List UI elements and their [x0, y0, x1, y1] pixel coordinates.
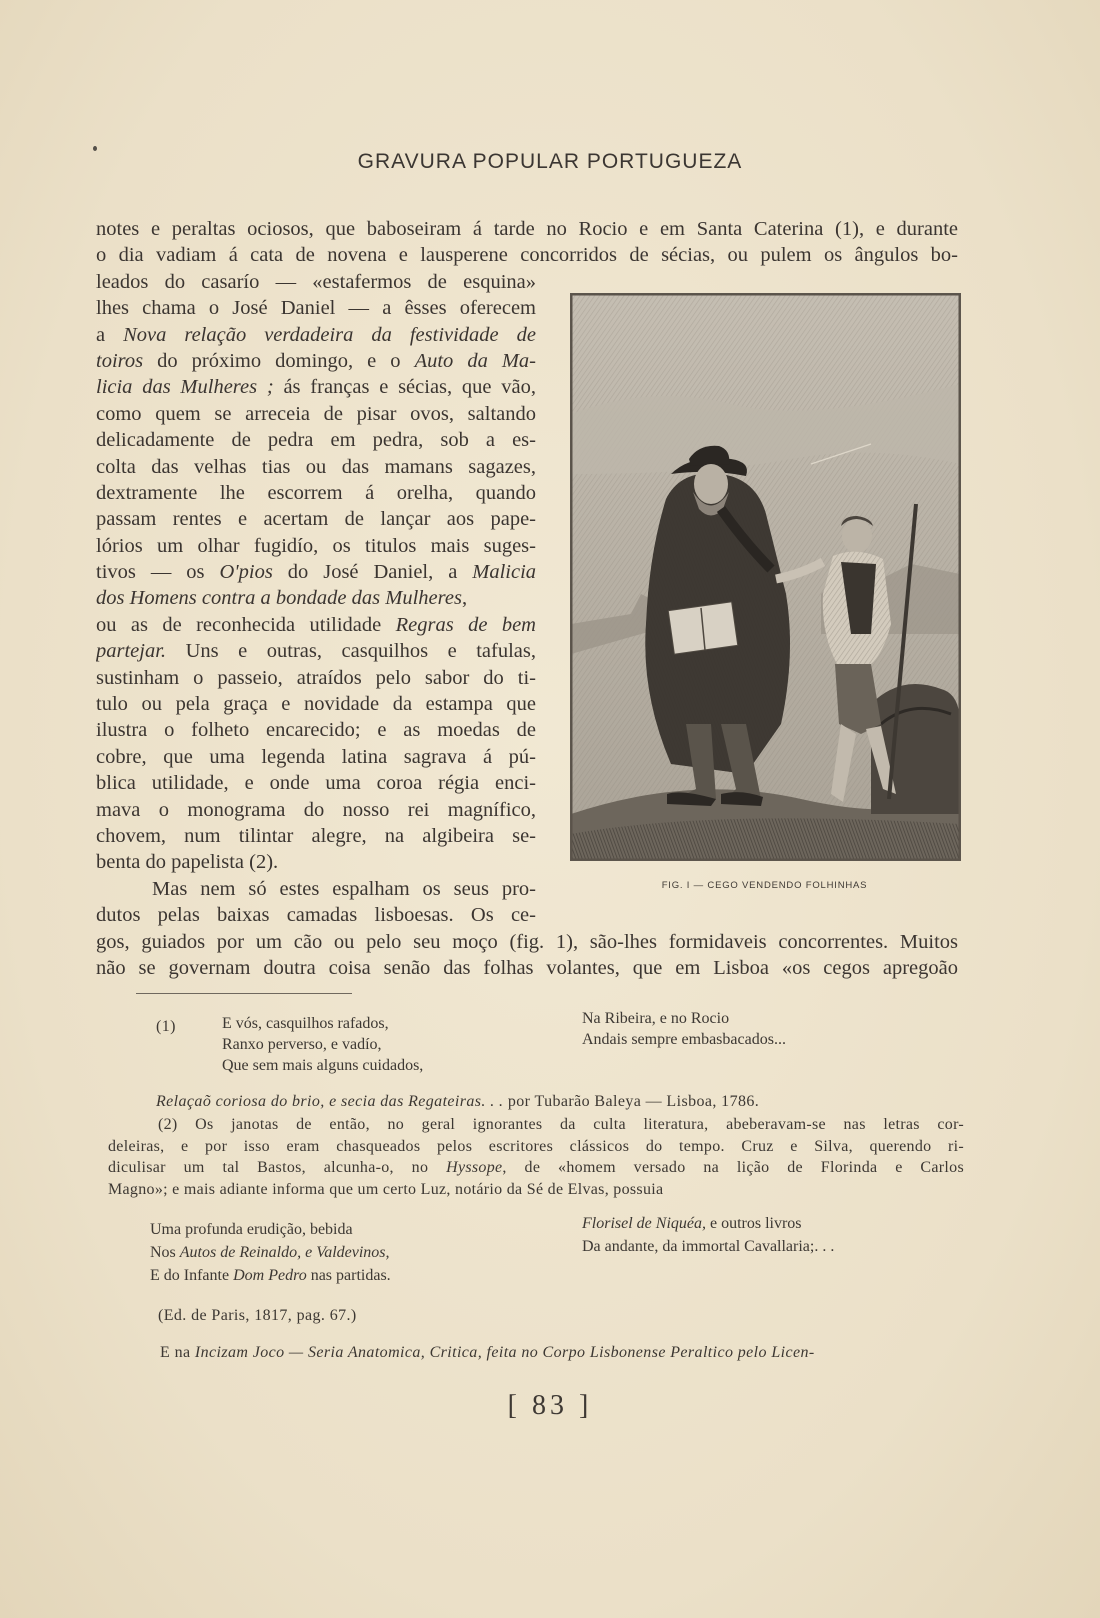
footnote-line: (2) Os janotas de então, no geral ignorantes da culta literatura, abeberavam-se nas letras cor-: [158, 1116, 964, 1133]
body-line: a Nova relação verdadeira da festividade de: [96, 323, 536, 346]
body-line: Mas nem só estes espalham os seus pro-: [152, 877, 536, 900]
body-line: licia das Mulheres ; ás franças e sécias, que vão,: [96, 376, 536, 399]
body-line: blica utilidade, e onde uma coroa régia enci-: [96, 772, 536, 795]
verse-line: Nos Autos de Reinaldo, e Valdevinos,: [150, 1244, 390, 1261]
verse-line: E do Infante Dom Pedro nas partidas.: [150, 1267, 391, 1284]
body-line: mava o monograma do nosso rei magnífico,: [96, 798, 536, 821]
footnote-2: [108, 1114, 964, 1200]
body-line: ou as de reconhecida utilidade Regras de bem: [96, 613, 536, 636]
verse-line: Florisel de Niquéa, e outros livros: [582, 1215, 802, 1232]
body-line: dos Homens contra a bondade das Mulheres,: [96, 587, 468, 610]
footnote-2-verse-right: [582, 1212, 834, 1258]
verse-line: Ranxo perverso, e vadío,: [222, 1036, 382, 1053]
body-line: tulo ou pela graça e novidade da estampa que: [96, 693, 536, 716]
body-line: tivos — os O'pios do José Daniel, a Malicia: [96, 561, 536, 584]
body-line: passam rentes e acertam de lançar aos pape-: [96, 508, 536, 531]
body-line: ilustra o folheto encarecido; e as moedas de: [96, 719, 536, 742]
running-header: GRAVURA POPULAR PORTUGUEZA: [357, 150, 743, 173]
verse-line: Andais sempre embasbacados...: [582, 1031, 786, 1048]
verse-line: Da andante, da immortal Cavallaria;. . .: [582, 1238, 835, 1255]
body-line: gos, guiados por um cão ou pelo seu moço (fig. 1), são-lhes formidaveis concorrentes. Muitos: [96, 930, 958, 953]
body-line: dutos pelas baixas camadas lisboesas. Os ce-: [96, 904, 536, 927]
body-line: cobre, que uma legenda latina sagrava á pú-: [96, 745, 536, 768]
footnote-rule: [136, 993, 352, 994]
body-line: lhes chama o José Daniel — a êsses oferecem: [96, 297, 536, 320]
body-line: dextramente lhe escorrem á orelha, quando: [96, 481, 536, 504]
body-line: não se governam doutra coisa senão das folhas volantes, que em Lisboa «os cegos apregoão: [96, 956, 958, 979]
body-line: sustinham o passeio, atraídos pelo sabor do ti-: [96, 666, 536, 689]
footnote-line: Magno»; e mais adiante informa que um certo Luz, notário da Sé de Elvas, possuia: [108, 1180, 664, 1198]
body-line: chovem, num tilintar alegre, na algibeira se-: [96, 824, 536, 847]
footnote-1-verse-right: [582, 1008, 786, 1050]
verse-line: Uma profunda erudição, bebida: [150, 1221, 353, 1238]
body-line: partejar. Uns e outras, casquilhos e tafulas,: [96, 640, 536, 663]
footnote-marker: (1): [156, 1018, 176, 1035]
verse-line: Que sem mais alguns cuidados,: [222, 1057, 424, 1074]
body-line: notes e peraltas ociosos, que baboseiram á tarde no Rocio e em Santa Caterina (1), e durante: [96, 218, 958, 240]
body-line: como quem se arreceia de pisar ovos, saltando: [96, 402, 536, 425]
verse-line: E vós, casquilhos rafados,: [222, 1015, 389, 1032]
footnote-line: diculisar um tal Bastos, alcunha-o, no Hyssope, de «homem versado na lição de Florinda e Carlos: [108, 1159, 964, 1176]
page-number: [ 83 ]: [507, 1390, 593, 1421]
body-line: colta das velhas tias ou das mamans sagazes,: [96, 455, 536, 478]
engraving-blind-man-selling-almanacs: [570, 293, 961, 861]
footnote-2-verse-left: [150, 1218, 391, 1287]
body-line: benta do papelista (2).: [96, 851, 279, 874]
body-line: toiros do próximo domingo, e o Auto da Ma-: [96, 349, 536, 372]
body-line: delicadamente de pedra em pedra, sob a es-: [96, 429, 536, 452]
footnote-last-line: E na Incizam Joco — Seria Anatomica, Critica, feita no Corpo Lisbonense Peraltico pelo Licen-: [160, 1344, 815, 1361]
footnote-line: deleiras, e por isso eram chasqueados pelos escritores clássicos do tempo. Cruz e Silva, querendo ri-: [108, 1137, 964, 1155]
footnote-1-source: Relaçaõ coriosa do brio, e secia das Regateiras. . . por Tubarão Baleya — Lisboa, 1786.: [156, 1093, 760, 1110]
edition-reference: (Ed. de Paris, 1817, pag. 67.): [158, 1307, 357, 1324]
body-line: leados do casarío — «estafermos de esquina»: [96, 270, 536, 293]
footnote-1-verse-left: [222, 1013, 423, 1076]
body-line: o dia vadiam á cata de novena e lausperene concorridos de sécias, ou pulem os ângulos bo-: [96, 244, 958, 267]
verse-line: Na Ribeira, e no Rocio: [582, 1010, 730, 1027]
figure-caption: FIG. I — CEGO VENDENDO FOLHINHAS: [661, 880, 868, 891]
body-line: lórios um olhar fugidío, os titulos mais suges-: [96, 534, 536, 557]
